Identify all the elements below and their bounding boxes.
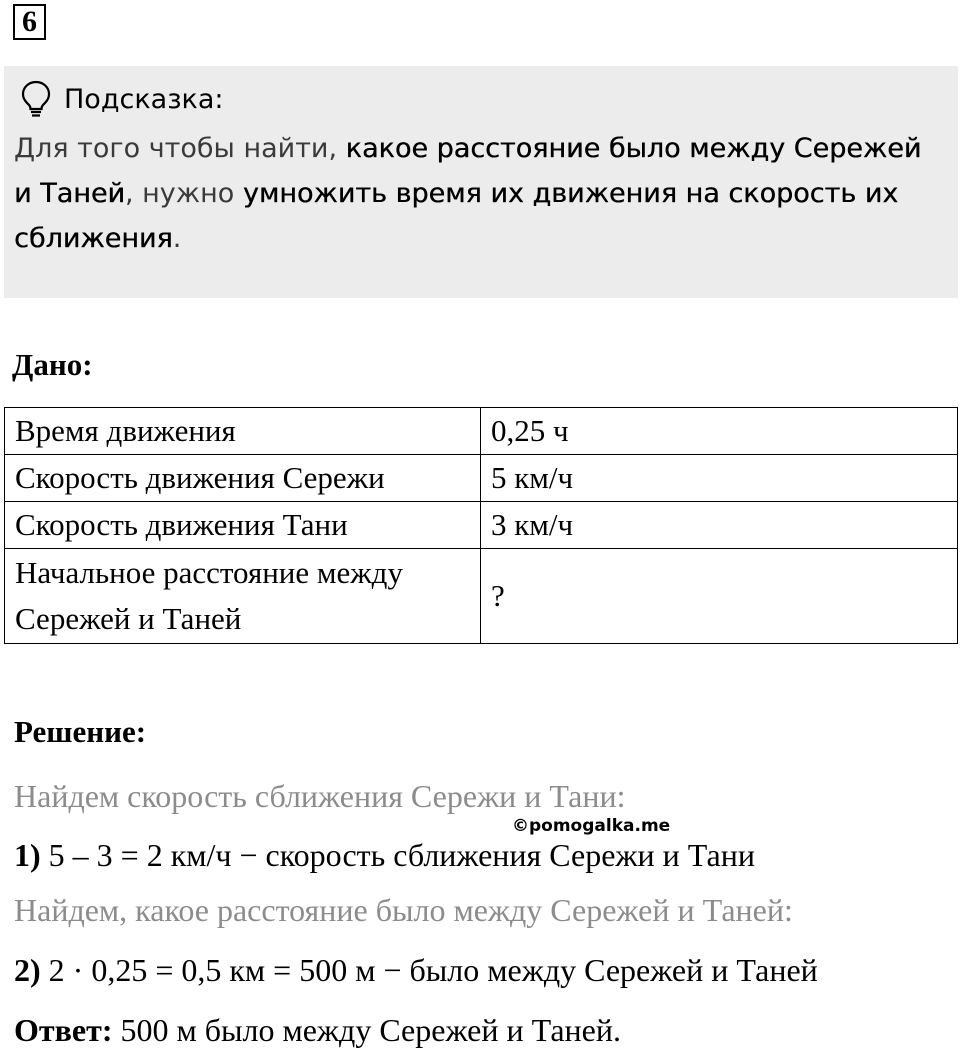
table-cell-value: ?	[481, 549, 958, 644]
hint-title: Подсказка:	[64, 83, 224, 115]
solution-step-2	[14, 952, 818, 989]
table-row	[5, 502, 958, 549]
answer-text: 500 м было между Сережей и Таней.	[120, 1012, 621, 1048]
hint-segment: , нужно	[124, 178, 243, 209]
hint-segment-emphasis: какое расстояние было между Сережей и Таней	[14, 133, 922, 209]
answer-line	[14, 1012, 621, 1049]
table-cell-value: 3 км/ч	[481, 502, 958, 549]
table-cell-label: Скорость движения Сережи	[5, 455, 481, 502]
given-heading: Дано:	[12, 347, 93, 382]
solution-intro-2: Найдем, какое расстояние было между Сережей и Таней:	[14, 892, 793, 928]
answer-label: Ответ:	[14, 1012, 113, 1048]
table-cell-label: Начальное расстояние между Сережей и Таней	[5, 549, 481, 644]
table-cell-label: Скорость движения Тани	[5, 502, 481, 549]
step-1-number: 1)	[14, 837, 41, 873]
table-row	[5, 455, 958, 502]
table-row	[5, 549, 958, 644]
table-cell-value: 0,25 ч	[481, 408, 958, 455]
task-number: 6	[13, 4, 46, 40]
given-table	[4, 407, 958, 644]
solution-heading: Решение:	[14, 714, 147, 749]
step-2-number: 2)	[14, 952, 41, 988]
hint-segment: .	[172, 223, 182, 254]
step-1-text: 5 – 3 = 2 км/ч − скорость сближения Сережи и Тани	[48, 837, 755, 873]
table-cell-value: 5 км/ч	[481, 455, 958, 502]
solution-intro-1: Найдем скорость сближения Сережи и Тани:	[14, 778, 626, 814]
watermark: ©pomogalka.me	[512, 816, 671, 836]
lightbulb-icon	[20, 80, 52, 118]
hint-box	[4, 66, 958, 298]
hint-segment: Для того чтобы найти,	[14, 133, 346, 164]
hint-title-row	[20, 80, 224, 118]
table-cell-label: Время движения	[5, 408, 481, 455]
hint-text	[14, 126, 944, 261]
step-2-text: 2 · 0,25 = 0,5 км = 500 м − было между Сережей и Таней	[48, 952, 818, 988]
solution-step-1	[14, 837, 755, 874]
hint-segment-emphasis: умножить время их движения на скорость их сближения	[14, 178, 899, 254]
table-row	[5, 408, 958, 455]
